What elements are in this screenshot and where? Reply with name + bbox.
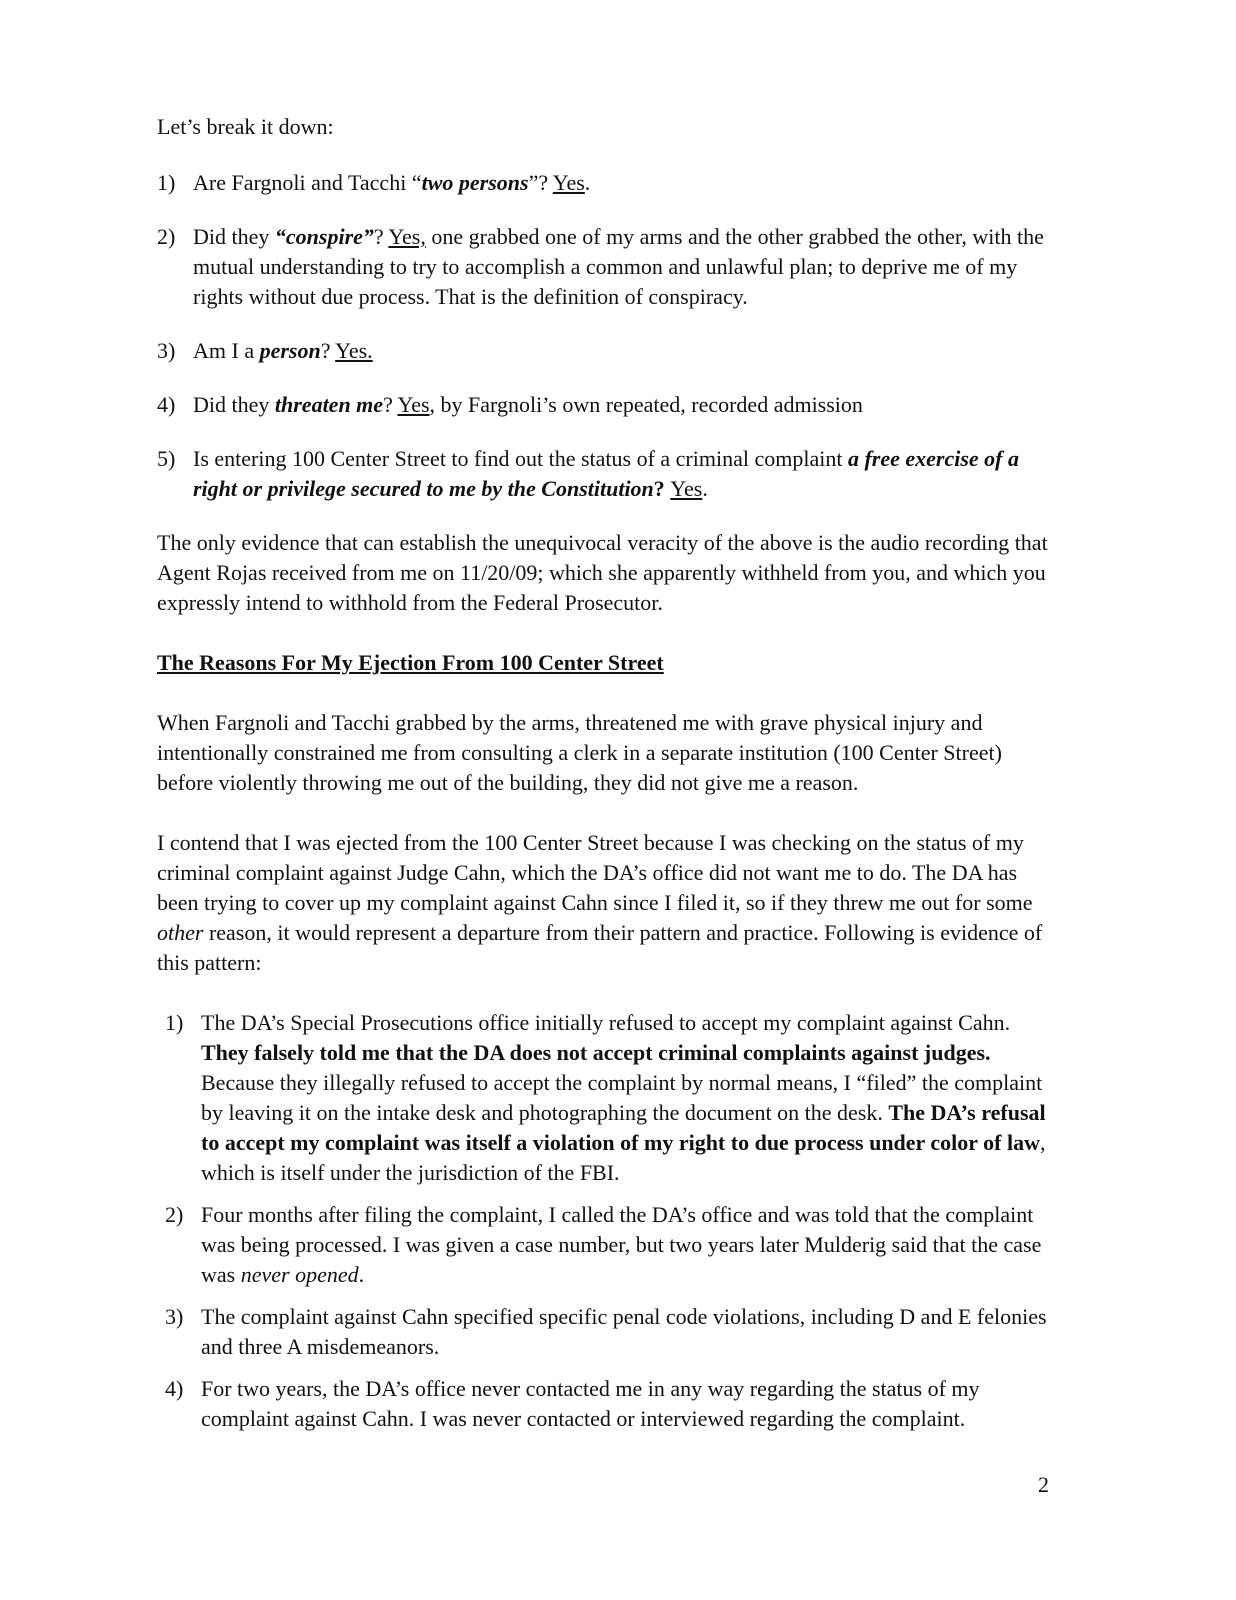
list-number: 4) (157, 392, 176, 417)
list-number: 1) (157, 170, 176, 195)
question-emphasis: a free exercise of a right or privilege secured to me by the Constitution (193, 446, 1019, 501)
evidence-item (165, 1200, 1062, 1290)
question-emphasis: person (259, 338, 321, 363)
contend-emphasis: other (157, 920, 204, 945)
question-text-2: ? (373, 224, 389, 249)
evidence-item (165, 1374, 1062, 1434)
evidence-list (165, 1008, 1062, 1434)
answer-yes: Yes (552, 170, 585, 195)
ejection-paragraph: When Fargnoli and Tacchi grabbed by the arms, threatened me with grave physical injury and intentionally constrained me from consulting a clerk in a separate institution (100 Center Street) before violently throwing me out of the building, they did not give me a reason. (157, 710, 1002, 795)
question-rest: , by Fargnoli’s own repeated, recorded admission (429, 392, 863, 417)
question-item (157, 168, 1062, 198)
question-text: Did they (193, 392, 275, 417)
question-emphasis: threaten me (274, 392, 384, 417)
question-rest: . (584, 170, 591, 195)
question-rest: . (702, 476, 708, 501)
list-number: 2) (157, 224, 176, 249)
question-item (157, 444, 1062, 504)
evidence-paragraph: The only evidence that can establish the unequivocal veracity of the above is the audio recording that Agent Rojas received from me on 11/20/09; which she apparently withheld from you, and which you expressly intend to withhold from the Federal Prosecutor. (157, 530, 1048, 615)
evidence-text-2: Because they illegally refused to accept the complaint by normal means, I “filed” the complaint by leaving it on the intake desk and photographing the document on the desk. (201, 1070, 1043, 1125)
list-number: 5) (157, 446, 176, 471)
evidence-text: The complaint against Cahn specified specific penal code violations, including D and E felonies and three A misdemeanors. (201, 1304, 1047, 1359)
answer-yes: Yes (397, 392, 430, 417)
question-text-2: ? (383, 392, 398, 417)
question-text: Did they (193, 224, 275, 249)
question-text: Are Fargnoli and Tacchi “ (193, 170, 422, 195)
list-number: 3) (165, 1304, 184, 1329)
question-rest: one grabbed one of my arms and the other grabbed the other, with the mutual understanding to try to accomplish a common and unlawful plan; to deprive me of my rights without due process. That is the definition of conspiracy. (193, 224, 1044, 309)
question-emphasis: “conspire” (274, 224, 374, 249)
list-number: 2) (165, 1202, 184, 1227)
question-text-2: ”? (528, 170, 553, 195)
contend-text: I contend that I was ejected from the 100 Center Street because I was checking on the status of my criminal complaint against Judge Cahn, which the DA’s office did not want me to do. The DA has been trying to cover up my complaint against Cahn since I filed it, so if they threw me out for some (157, 830, 1033, 915)
document-page (157, 112, 1062, 1446)
evidence-text-3: , which is itself under the jurisdiction of the FBI. (201, 1130, 1046, 1185)
question-emphasis: two persons (421, 170, 529, 195)
evidence-text: For two years, the DA’s office never contacted me in any way regarding the status of my complaint against Cahn. I was never contacted or interviewed regarding the complaint. (201, 1376, 980, 1431)
question-item (157, 222, 1062, 312)
question-item (157, 336, 1062, 366)
evidence-bold: They falsely told me that the DA does not accept criminal complaints against judges. (201, 1040, 991, 1065)
question-text: Am I a (193, 338, 260, 363)
evidence-text-2: . (358, 1262, 365, 1287)
answer-yes: Yes, (388, 224, 426, 249)
list-number: 3) (157, 338, 176, 363)
intro-line: Let’s break it down: (157, 114, 334, 139)
answer-yes: Yes (670, 476, 703, 501)
evidence-text: Four months after filing the complaint, I called the DA’s office and was told that the complaint was being processed. I was given a case number, but two years later Mulderig said that the case was (201, 1202, 1042, 1287)
page-number: 2 (1038, 1472, 1049, 1497)
question-text: Is entering 100 Center Street to find out the status of a criminal complaint (193, 446, 848, 471)
list-number: 1) (165, 1010, 184, 1035)
contend-paragraph (157, 828, 1062, 978)
question-text-2: ? (320, 338, 336, 363)
evidence-bold-2: The DA’s refusal to accept my complaint was itself a violation of my right to due process under color of law (201, 1100, 1046, 1155)
evidence-item (165, 1008, 1062, 1188)
question-item (157, 390, 1062, 420)
section-heading: The Reasons For My Ejection From 100 Center Street (157, 650, 664, 675)
question-text-2: ? (653, 476, 671, 501)
answer-yes: Yes. (335, 338, 373, 363)
evidence-item (165, 1302, 1062, 1362)
evidence-emphasis: never opened (240, 1262, 359, 1287)
contend-text-2: reason, it would represent a departure from their pattern and practice. Following is evidence of this pattern: (157, 920, 1043, 975)
list-number: 4) (165, 1376, 184, 1401)
questions-list (157, 168, 1062, 504)
evidence-text: The DA’s Special Prosecutions office initially refused to accept my complaint against Cahn. (201, 1010, 1011, 1035)
